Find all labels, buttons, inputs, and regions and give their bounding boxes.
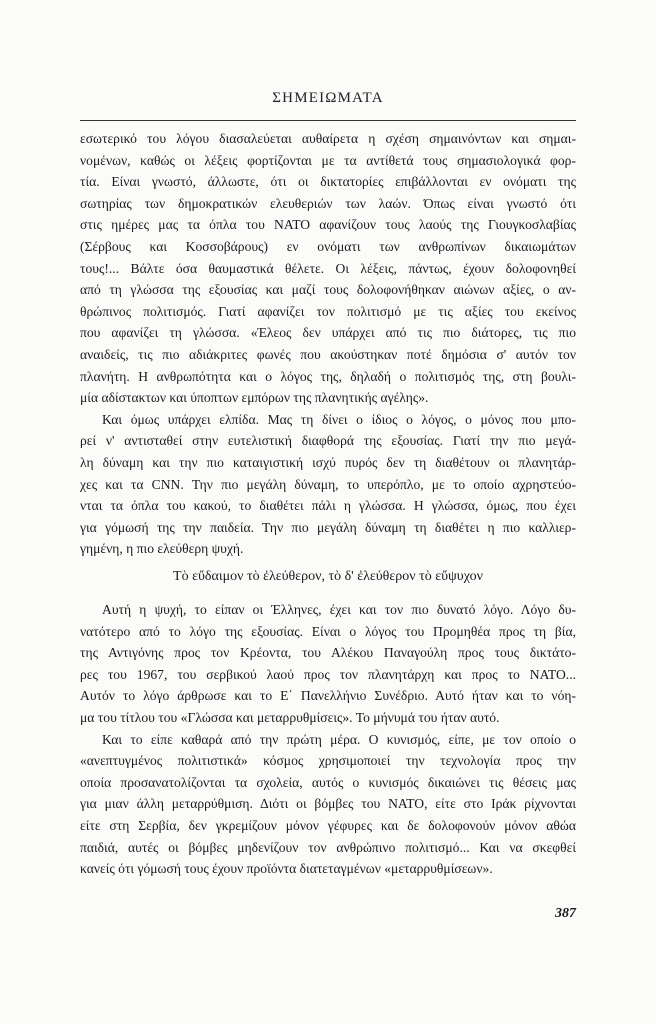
text-line: Αυτόν το λόγο άρθρωσε και το Ε΄ Πανελλήνιο Συνέδριο. Αυτό ήταν και το νόη- <box>80 688 576 704</box>
text-line: νομένων, καθώς οι λέξεις φορτίζονται με τα αντίθετά τους σημασιολογικά φορ- <box>80 152 576 168</box>
text-line: από τη γλώσσα της εξουσίας και μαζί τους δολοφονήθηκαν αιώνων αξίες, ο αν- <box>80 282 576 298</box>
paragraph-3 <box>80 599 576 729</box>
text-line: Αυτή η ψυχή, το είπαν οι Έλληνες, έχει και τον πιο δυνατό λόγο. Λόγο δυ- <box>102 602 576 617</box>
text-line: εσωτερικό του λόγου διασαλεύεται αυθαίρετα η σχέση σημαινόντων και σημαι- <box>80 131 576 146</box>
text-line: γημένη, η πιο ελεύθερη ψυχή. <box>80 541 244 557</box>
text-line: κανείς ότι γόμωσή τους έχουν προϊόντα διατεταγμένων «μεταρρυθμίσεων». <box>80 861 493 877</box>
text-line: νατότερο από το λόγο της εξουσίας. Είναι ο λόγος του Προμηθέα προς τη βία, <box>80 623 576 639</box>
text-line: θρώπινος πολιτισμός. Γιατί αφανίζει τον πολιτισμό με τις αξίες του εκείνος <box>80 303 576 319</box>
text-line: λη δύναμη και την πιο καταιγιστική ισχύ πυρός δεν τη διαθέτουν οι πλανητάρ- <box>80 454 576 470</box>
page-number: 387 <box>555 906 576 921</box>
text-line: μα του τίτλου του «Γλώσσα και μεταρρυθμίσεις». Το μήνυμά του ήταν αυτό. <box>80 709 500 725</box>
text-line: στις ημέρες μας τα όπλα του ΝΑΤΟ αφανίζουν τους λαούς της Γιουγκοσλαβίας <box>80 217 576 233</box>
text-line: ρεί ν' αντισταθεί στην ευτελιστική διαφθορά της εξουσίας. Γιατί την πιο μεγά- <box>80 433 576 449</box>
text-line: της Αντιγόνης προς τον Κρέοντα, του Αλέκου Παναγούλη προς τους δικτάτο- <box>80 645 576 661</box>
section-2 <box>80 599 576 880</box>
section-motto: Τὸ εὔδαιμον τὸ ἐλεύθερον, τὸ δ' ἐλεύθερον τὸ εὔψυχον <box>173 569 483 584</box>
text-line: νται τα όπλα του κακού, το διαθέτει πάλι η γλώσσα. Η γλώσσα, όμως, που έχει <box>80 498 576 514</box>
running-header: ΣΗΜΕΙΩΜΑΤΑ <box>272 90 384 106</box>
text-line: Και όμως υπάρχει ελπίδα. Μας τη δίνει ο ίδιος ο λόγος, ο μόνος που μπο- <box>102 411 576 427</box>
text-line: μία αδίστακτων και ύποπτων εμπόρων της πλανητικής αγέλης». <box>80 390 429 406</box>
text-line: (Σέρβους και Κοσσοβάρους) εν ονόματι των ανθρωπίνων δικαιωμάτων <box>80 238 576 254</box>
section-1 <box>80 128 576 560</box>
text-line: ρες του 1967, του σερβικού λαού προς τον πλανητάρχη και προς το ΝΑΤΟ... <box>80 666 576 682</box>
text-line: είτε στη Σερβία, δεν γκρεμίζουν μόνον γέφυρες και δε δολοφονούν μόνον αθώα <box>80 817 576 833</box>
text-line: χες και τα CNN. Την πιο μεγάλη δύναμη, το υπερόπλο, με το οποίο αχρηστεύο- <box>80 476 576 492</box>
text-line: πλανήτη. Η ανθρωπότητα και ο λόγος της, δηλαδή ο πολιτισμός της, στη βουλι- <box>80 368 576 384</box>
text-line: τία. Είναι γνωστό, άλλωστε, ότι οι δικτατορίες επιβάλλονται εν ονόματι της <box>80 174 576 190</box>
header-rule <box>80 120 576 121</box>
text-line: για γόμωσή της την παιδεία. Την πιο μεγάλη δύναμη τη διαθέτει η πιο καλλιερ- <box>80 519 576 535</box>
text-line: για μιαν άλλη μεταρρύθμιση. Διότι οι βόμβες του ΝΑΤΟ, είτε στο Ιράκ ρίχνονται <box>80 796 576 812</box>
text-line: «ανεπτυγμένος πολιτιστικά» κόσμος χρησιμοποιεί την τεχνολογία προς την <box>80 753 576 769</box>
text-line: που αφανίζει τη γλώσσα. «Έλεος δεν υπάρχει από τις πιο διάτορες, τις πιο <box>80 325 576 341</box>
text-line: παιδιά, αυτές οι βόμβες μηδενίζουν τον ανθρώπινο πολιτισμό... Και να σκεφθεί <box>80 839 576 855</box>
text-line: οποία προσανατολίζονται τα σχολεία, αυτός ο κυνισμός δικαιώνει τις θέσεις μας <box>80 774 576 790</box>
paragraph-1 <box>80 128 576 409</box>
text-line: αναιδείς, τις πιο αδιάκριτες φωνές που ακούστηκαν ποτέ δημόσια σ' αυτόν τον <box>80 346 576 362</box>
paragraph-2 <box>80 409 576 560</box>
paragraph-4 <box>80 729 576 880</box>
text-line: Και το είπε καθαρά από την πρώτη μέρα. Ο κυνισμός, είπε, με τον οποίο ο <box>102 731 576 747</box>
text-line: σωτηρίας των δημοκρατικών ελευθεριών των λαών. Όπως είναι γνωστό ότι <box>80 195 576 211</box>
text-line: τους!... Βάλτε όσα θαυμαστικά θέλετε. Οι λέξεις, πάντως, έχουν δολοφονηθεί <box>80 260 576 276</box>
